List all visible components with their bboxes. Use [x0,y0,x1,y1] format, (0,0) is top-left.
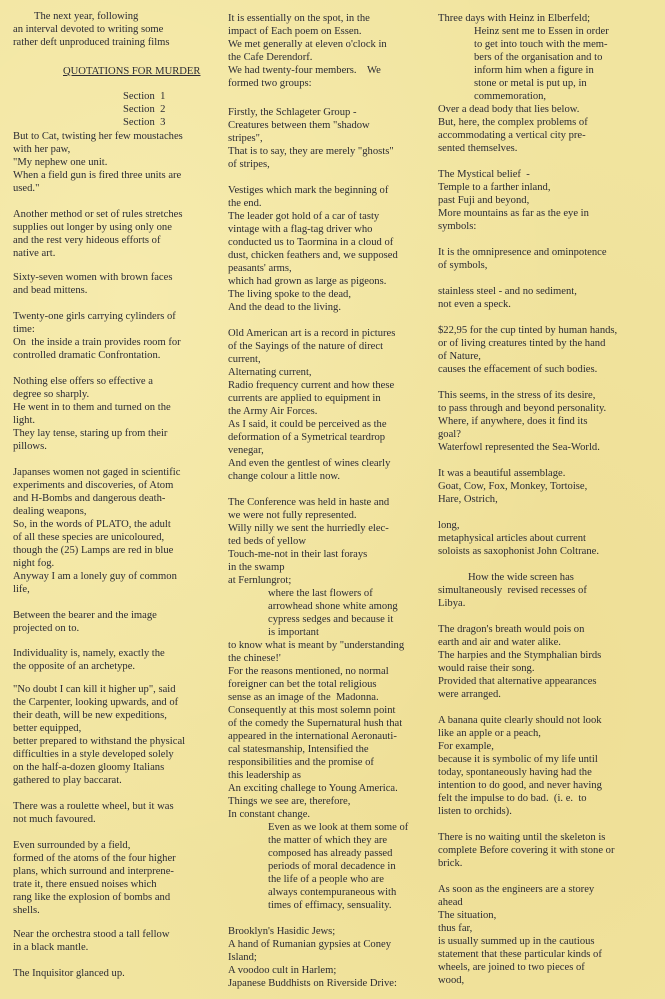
col2-text-line: It is essentially on the spot, in the [228,13,370,24]
col2-text-line: Things we see are, therefore, [228,796,351,807]
col2-text-line: Even as we look at them some of [268,822,409,833]
col1-text-line: Section 1 [123,91,166,102]
col3-text-line: complete Before covering it with stone or [438,845,615,856]
col3-text-line: commemoration, [474,91,547,102]
col3-text-line: How the wide screen has [468,572,574,583]
col2-text-line: arrowhead shone white among [268,601,398,612]
col1-text-line: experiments and discoveries, of Atom [13,480,174,491]
col3-text-line: As soon as the engineers are a storey [438,884,595,895]
col3-text-line: felt the impulse to do bad. (i. e. to [438,793,587,804]
col3-text-line: earth and air and water alike. [438,637,561,648]
col2-text-line: A hand of Rumanian gypsies at Coney [228,939,392,950]
col3-text-line: bers of the organisation and to [474,52,603,63]
col2-text-line: venegar, [228,445,264,456]
col2-text-line: An exciting challege to Young America. [228,783,398,794]
col3-text-line: simultaneously revised recesses of [438,585,587,596]
col1-text-line: gathered to play baccarat. [13,775,122,786]
col2-text-line: The Conference was held in haste and [228,497,390,508]
col2-text-line: vintage with a flag-tag driver who [228,224,373,235]
col3-text-line: of Nature, [438,351,481,362]
col2-text-line: formed two groups: [228,78,312,89]
col2-text-line: to know what is meant by "understanding [228,640,405,651]
col2-text-line: Japanese Buddhists on Riverside Drive: [228,978,397,989]
col1-text-line: formed of the atoms of the four higher [13,853,176,864]
col1-text-line: He went in to them and turned on the [13,402,171,413]
col3-text-line: The Mystical belief - [438,169,530,180]
col3-text-line: or of living creatures tinted by the hand [438,338,606,349]
col3-text-line: were arranged. [438,689,501,700]
col3-text-line: Where, if anywhere, does it find its [438,416,588,427]
col1-text-line: though the (25) Lamps are red in blue [13,545,174,556]
col2-text-line: sense as an image of the Madonna. [228,692,379,703]
col3-text-line: It is the omnipresence and ominpotence [438,247,607,258]
col1-text-line: Even surrounded by a field, [13,840,131,851]
col2-text-line: Touch-me-not in their last forays [228,549,368,560]
col3-text-line: Temple to a farther inland, [438,182,551,193]
col1-text-line: used." [13,183,40,194]
col1-text-line: "No doubt I can kill it higher up", said [13,684,176,695]
col2-text-line: times of effimacy, sensuality. [268,900,392,911]
col2-text-line: of the Sayings of the nature of direct [228,341,384,352]
col2-text-line: cypress sedges and because it [268,614,394,625]
col1-text-line: and H-Bombs and dangerous death- [13,493,166,504]
col3-text-line: brick. [438,858,463,869]
col3-text-line: inform him when a figure in [474,65,594,76]
col1-text-line: better equipped, [13,723,82,734]
col2-text-line: Creatures between them "shadow [228,120,370,131]
col3-text-line: Hare, Ostrich, [438,494,498,505]
col3-text-line: symbols: [438,221,477,232]
col2-text-line: is important [268,627,319,638]
col1-text-line: pillows. [13,441,47,452]
col1-text-line: rather deft unproduced training films [13,37,170,48]
col3-text-line: thus far, [438,923,473,934]
col2-text-line: composed has already passed [268,848,393,859]
col2-text-line: The leader got hold of a car of tasty [228,211,380,222]
col2-text-line: Brooklyn's Hasidic Jews; [228,926,336,937]
col2-text-line: which had grown as large as pigeons. [228,276,387,287]
col1-text-line: night fog. [13,558,55,569]
col1-text-line: their death, will be new expeditions, [13,710,167,721]
col2-text-line: foreigner can bet the total religious [228,679,377,690]
col3-text-line: The harpies and the Stymphalian birds [438,650,602,661]
col2-text-line: The living spoke to the dead, [228,289,351,300]
col3-text-line: A banana quite clearly should not look [438,715,602,726]
col1-text-line: of all these species are unicoloured, [13,532,165,543]
col1-text-line: Section 2 [123,104,166,115]
col1-text-line: controlled dramatic Confrontation. [13,350,161,361]
col2-text-line: responsibilities and the promise of [228,757,374,768]
col1-text-line: The next year, following [13,11,139,22]
col2-text-line: cal statesmanship, Intensified the [228,744,369,755]
col3-text-line: stone or metal is put up, in [474,78,587,89]
col3-text-line: Waterfowl represented the Sea-World. [438,442,600,453]
col1-text-line: plans, which surround and interprene- [13,866,174,877]
col1-text-line: on the half-a-dozen gloomy Italians [13,762,165,773]
col2-text-line: And even the gentlest of wines clearly [228,458,391,469]
col2-text-line: A voodoo cult in Harlem; [228,965,337,976]
col2-text-line: the matter of which they are [268,835,388,846]
col2-text-line: Radio frequency current and how these [228,380,395,391]
col3-text-line: $22,95 for the cup tinted by human hands, [438,325,618,336]
col1-text-line: trate it, there ensued noises which [13,879,157,890]
col3-text-line: to pass through and beyond personality. [438,403,607,414]
col1-text-line: So, in the words of PLATO, the adult [13,519,171,530]
col1-text-line: native art. [13,248,56,259]
col2-text-line: the chinese!' [228,653,281,664]
col3-text-line: of symbols, [438,260,488,271]
col2-text-line: We met generally at eleven o'clock in [228,39,387,50]
col3-text-line: sented themselves. [438,143,518,154]
col1-text-line: better prepared to withstand the physical [13,736,186,747]
col1-text-line: Another method or set of rules stretches [13,209,183,220]
col3-text-line: The dragon's breath would pois on [438,624,585,635]
col1-text-line: shells. [13,905,40,916]
col1-text-line: Japanses women not gaged in scientific [13,467,181,478]
col3-text-line: This seems, in the stress of its desire, [438,390,596,401]
col1-text-line: When a field gun is fired three units are [13,170,182,181]
col3-text-line: is usually summed up in the cautious [438,936,595,947]
col2-text-line: appeared in the international Aeronauti- [228,731,397,742]
col2-text-line: As I said, it could be perceived as the [228,419,387,430]
col1-text-line: Between the bearer and the image [13,610,157,621]
col1-text-line: time: [13,324,35,335]
col2-text-line: of stripes, [228,159,270,170]
col2-text-line: Island; [228,952,257,963]
col3-text-line: causes the effacement of such bodies. [438,364,598,375]
col2-text-line: For the reasons mentioned, no normal [228,666,389,677]
col2-text-line: at Fernlungrot; [228,575,292,586]
col1-text-line: dealing weapons, [13,506,87,517]
col2-text-line: Alternating current, [228,367,312,378]
col1-text-line: the Carpenter, looking upwards, and of [13,697,179,708]
col3-text-line: past Fuji and beyond, [438,195,530,206]
col2-text-line: impact of Each poem on Essen. [228,26,362,37]
col3-text-line: listen to orchids). [438,806,512,817]
col3-text-line: statement that these particular kinds of [438,949,602,960]
col1-text-line: Nothing else offers so effective a [13,376,153,387]
col3-text-line: wood, [438,975,465,986]
col3-text-line: long, [438,520,460,531]
col3-text-line: accommodating a vertical city pre- [438,130,586,141]
col3-text-line: Over a dead body that lies below. [438,104,580,115]
col3-text-line: But, here, the complex problems of [438,117,588,128]
col3-text-line: There is no waiting until the skeleton is [438,832,606,843]
col1-text-line: projected on to. [13,623,80,634]
col2-text-line: stripes", [228,133,263,144]
col1-text-line: in a black mantle. [13,942,89,953]
col3-text-line: Heinz sent me to Essen in order [474,26,609,37]
col2-text-line: That is to say, they are merely "ghosts" [228,146,394,157]
col3-text-line: Libya. [438,598,466,609]
col3-text-line: soloists as saxophonist John Coltrane. [438,546,599,557]
col2-text-line: Old American art is a record in pictures [228,328,396,339]
col2-text-line: peasants' arms, [228,263,292,274]
col2-text-line: in the swamp [228,562,285,573]
col1-text-line: Section 3 [123,117,166,128]
col1-text-line: supplies out longer by using only one [13,222,172,233]
col1-text-line: and the rest very hideous efforts of [13,235,161,246]
col3-text-line: stainless steel - and no sediment, [438,286,577,297]
col2-text-line: of the comedy the Supernatural hush that [228,718,403,729]
col3-text-line: Three days with Heinz in Elberfeld; [438,13,591,24]
col2-text-line: And the dead to the living. [228,302,341,313]
col2-text-line: dust, chicken feathers and, we supposed [228,250,398,261]
col1-text-line: Individuality is, namely, exactly the [13,648,165,659]
col1-text-line: the opposite of an archetype. [13,661,136,672]
col2-text-line: the Army Air Forces. [228,406,318,417]
col2-text-line: this leadership as [228,770,301,781]
col1-text-line: degree so sharply. [13,389,90,400]
col2-text-line: In constant change. [228,809,311,820]
col2-text-line: change colour a little now. [228,471,340,482]
col1-text-line: But to Cat, twisting her few moustaches [13,131,183,142]
col3-text-line: intention to do good, and never having [438,780,602,791]
col1-text-line: "My nephew one unit. [13,157,108,168]
col2-text-line: we were not fully represented. [228,510,357,521]
col2-text-line: We had twenty-four members. We [228,65,381,76]
col1-text-line: and bead mittens. [13,285,88,296]
col1-text-line: QUOTATIONS FOR MURDER [63,66,201,77]
col3-text-line: because it is symbolic of my life until [438,754,598,765]
col1-text-line: difficulties in a style developed solely [13,749,174,760]
col1-text-line: Anyway I am a lonely guy of common [13,571,177,582]
col2-text-line: the end. [228,198,262,209]
col1-text-line: Sixty-seven women with brown faces [13,272,173,283]
col3-text-line: The situation, [438,910,497,921]
col1-text-line: rang like the explosion of bombs and [13,892,171,903]
col2-text-line: the life of a people who are [268,874,384,885]
col2-text-line: deformation of a Symetrical teardrop [228,432,386,443]
col1-text-line: Twenty-one girls carrying cylinders of [13,311,176,322]
col3-text-line: ahead [438,897,463,908]
col3-text-line: would raise their song. [438,663,535,674]
col2-text-line: ted beds of yellow [228,536,306,547]
col2-text-line: always contempuraneous with [268,887,397,898]
col1-text-line: life, [13,584,30,595]
col2-text-line: Firstly, the Schlageter Group - [228,107,357,118]
col3-text-line: wheels, are joined to two pieces of [438,962,585,973]
col1-text-line: with her paw, [13,144,71,155]
col1-text-line: On the inside a train provides room for [13,337,181,348]
col3-text-line: metaphysical articles about current [438,533,586,544]
col1-text-line: The Inquisitor glanced up. [13,968,125,979]
col1-text-line: They lay tense, staring up from their [13,428,168,439]
col2-text-line: periods of moral decadence in [268,861,396,872]
col2-text-line: Vestiges which mark the beginning of [228,185,389,196]
col2-text-line: conducted us to Taormina in a cloud of [228,237,394,248]
col1-text-line: Near the orchestra stood a tall fellow [13,929,170,940]
col1-text-line: not much favoured. [13,814,96,825]
col3-text-line: like an apple or a peach, [438,728,541,739]
col3-text-line: to get into touch with the mem- [474,39,608,50]
col3-text-line: today, spontaneously having had the [438,767,592,778]
col2-text-line: the Cafe Derendorf. [228,52,313,63]
col2-text-line: Willy nilly we sent the hurriedly elec- [228,523,389,534]
col2-text-line: currents are applied to equipment in [228,393,381,404]
col3-text-line: goal? [438,429,461,440]
col3-text-line: More mountains as far as the eye in [438,208,589,219]
col1-text-line: There was a roulette wheel, but it was [13,801,174,812]
col2-text-line: where the last flowers of [268,588,373,599]
col3-text-line: For example, [438,741,494,752]
col1-text-line: an interval devoted to writing some [13,24,164,35]
col2-text-line: Consequently at this most solemn point [228,705,396,716]
col2-text-line: current, [228,354,261,365]
col3-text-line: It was a beautiful assemblage. [438,468,566,479]
col3-text-line: not even a speck. [438,299,511,310]
col3-text-line: Provided that alternative appearances [438,676,597,687]
col1-text-line: light. [13,415,36,426]
col3-text-line: Goat, Cow, Fox, Monkey, Tortoise, [438,481,588,492]
